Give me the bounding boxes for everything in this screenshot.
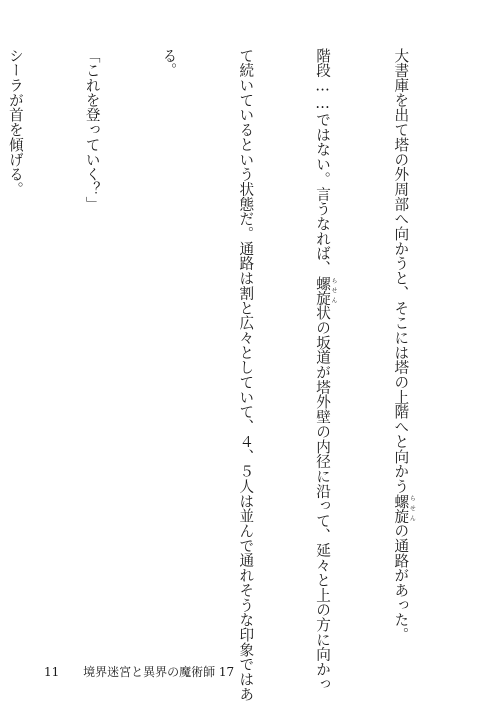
text-line-5: 「これを登っていく？」 [83, 48, 101, 212]
text-line-2-tail: 状の坂道が塔外壁の内径に沿って、延々と上の方に向かっ [314, 305, 332, 692]
text-line-3: て続いているという状態だ。通路は割と広々としていて、４、５人は並んで通れそうな印象ではあ [237, 48, 255, 702]
text-line-2: 階段……ではない。言うなれば、螺旋 らせん状の坂道が塔外壁の内径に沿って、延々と上の方に向かっ [314, 48, 338, 692]
text-line-4: る。 [160, 48, 178, 78]
ruby-spiral-1: 螺旋 らせん [392, 493, 416, 524]
page-footer [44, 663, 234, 680]
text-line-1-head: 大書庫を出て塔の外周部へ向かうと、そこには塔の上階へと向かう [392, 48, 410, 494]
ruby-spiral-2: 螺旋 らせん [314, 275, 338, 306]
text-line-1 [388, 48, 415, 646]
page-number: 11 [44, 665, 60, 679]
text-line-1-tail: の通路があった。 [392, 523, 410, 643]
text-line-6: シーラが首を傾げる。 [6, 48, 24, 197]
book-title: 境界迷宮と異界の魔術師 17 [83, 665, 235, 679]
